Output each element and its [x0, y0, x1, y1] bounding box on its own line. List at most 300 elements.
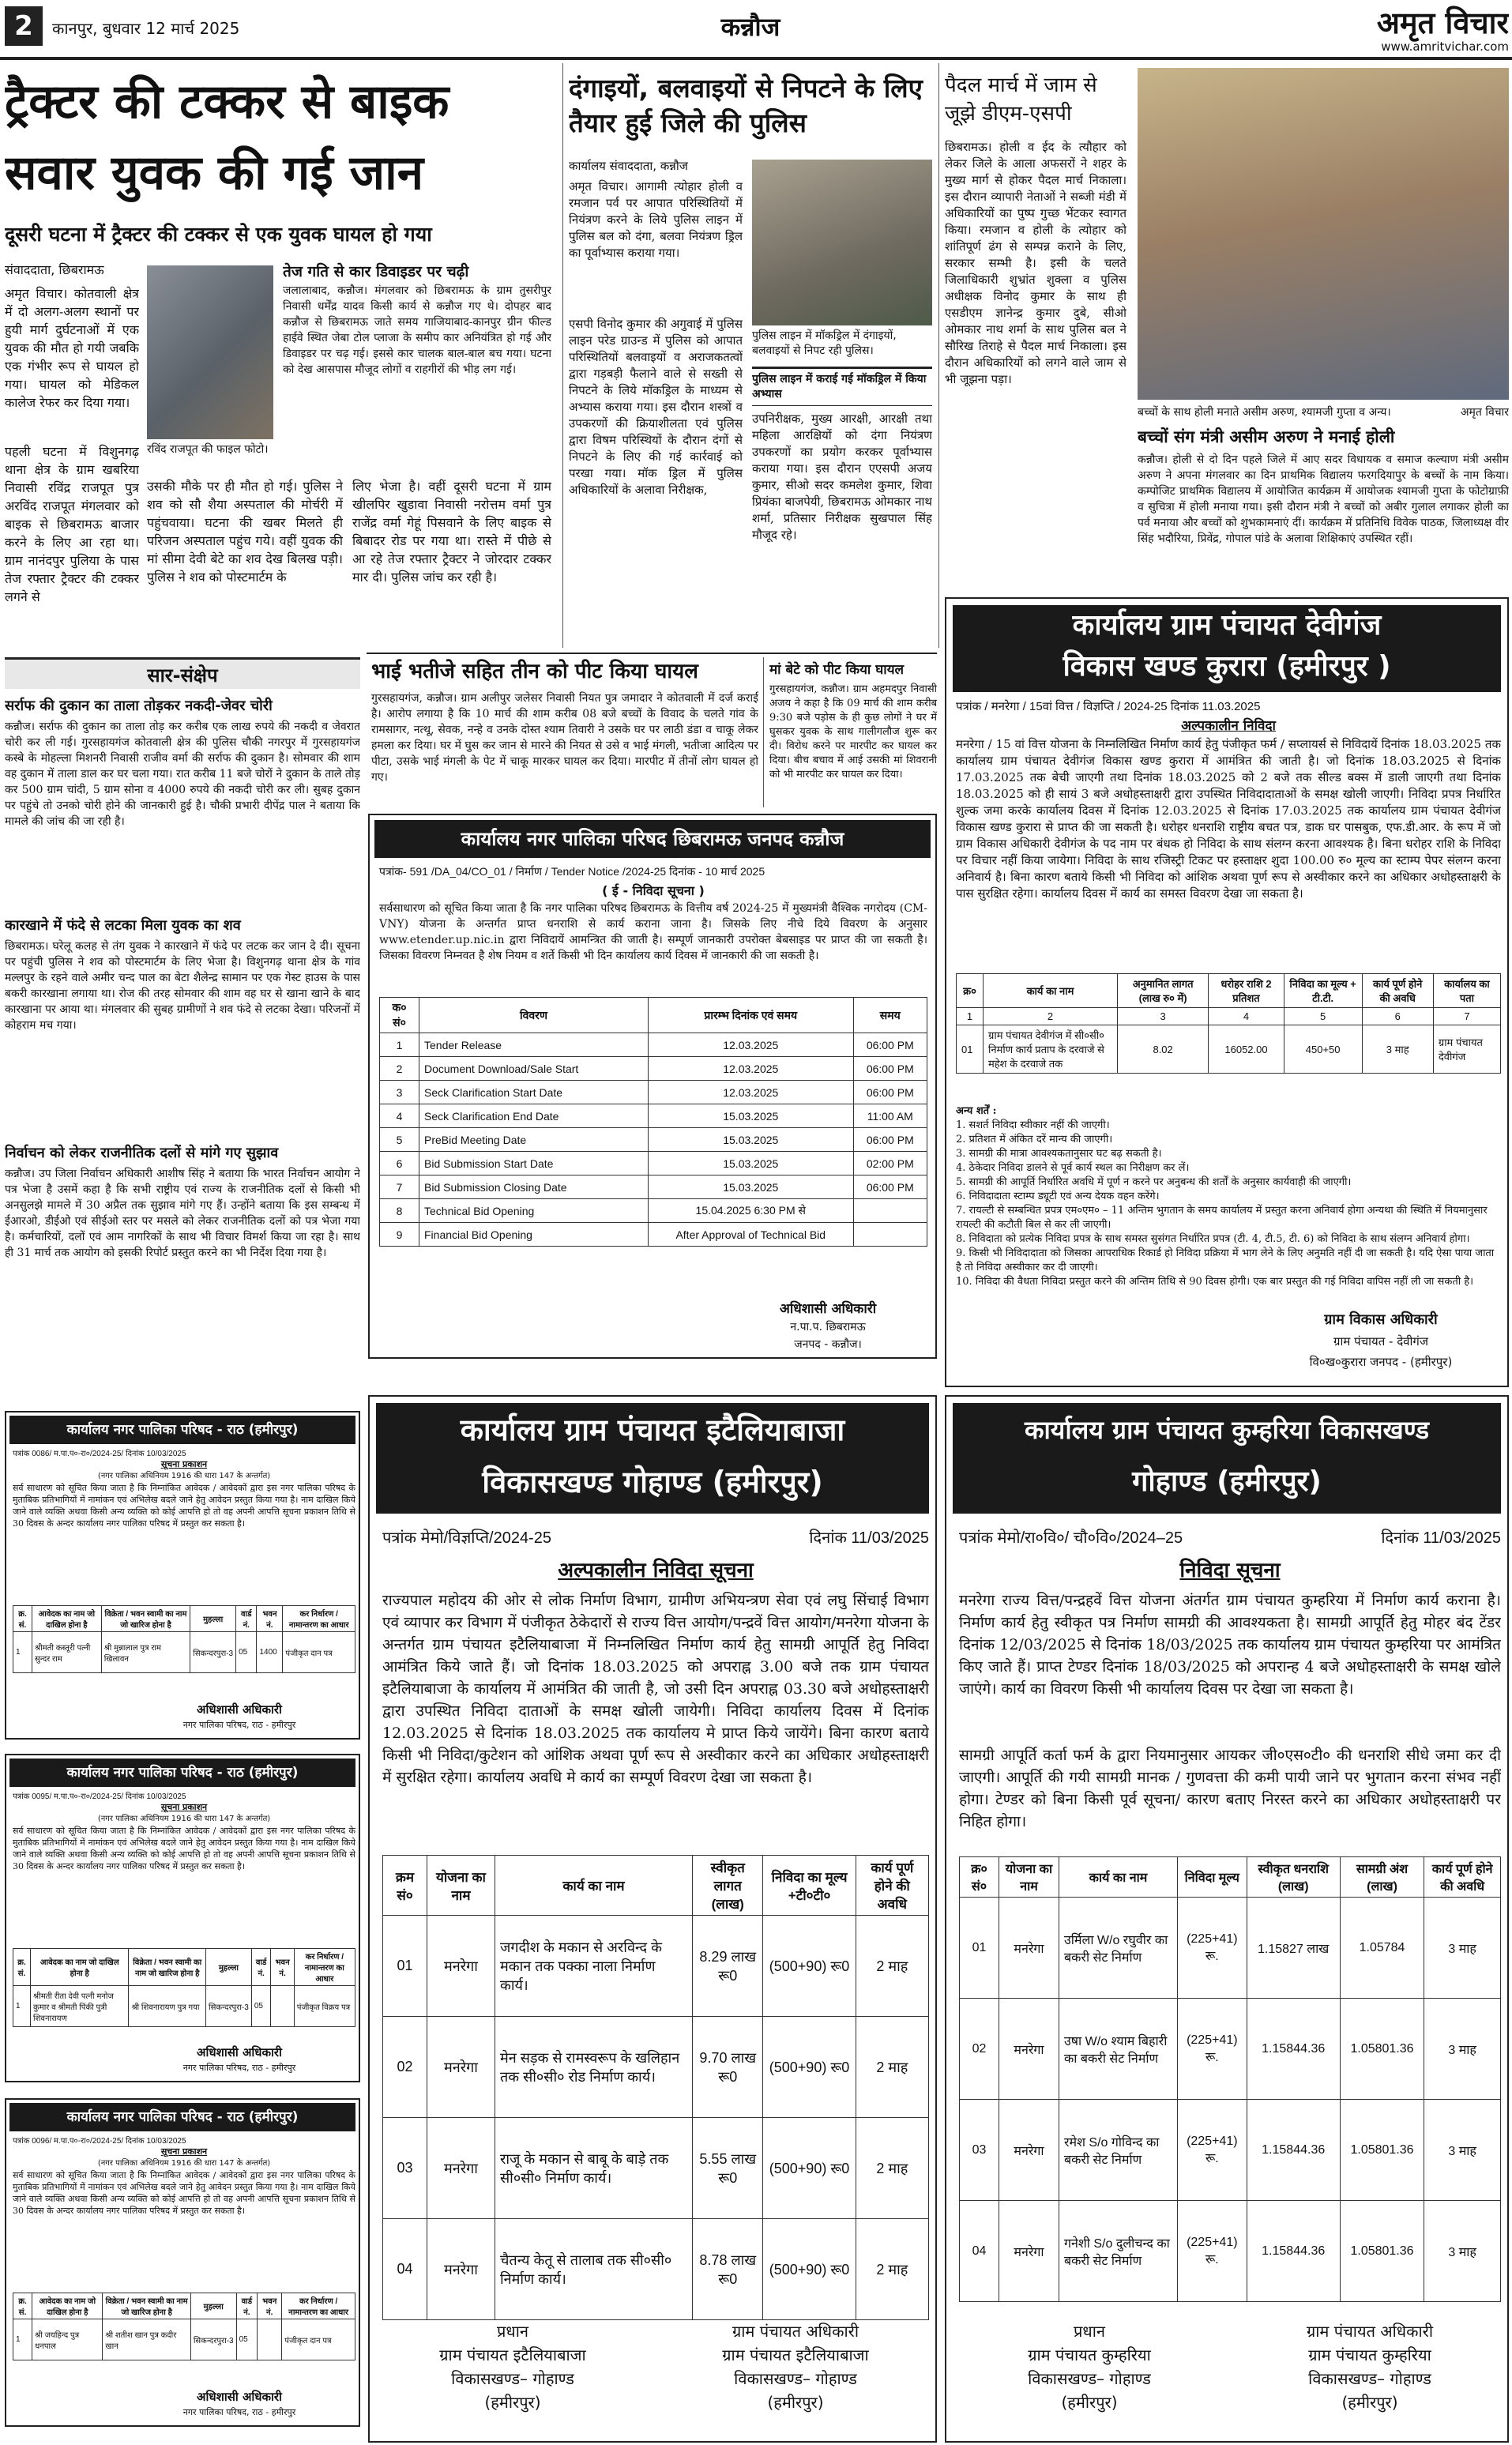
chhibramau-th: क० सं० [380, 998, 419, 1033]
table-cell: (225+41) रू. [1178, 1898, 1247, 1999]
devigang-title-2: विकास खण्ड कुरारा (हमीरपुर ) [1063, 650, 1391, 683]
table-cell: मनरेगा [427, 2219, 495, 2320]
rath-subtitle: सूचना प्रकाशन [160, 2146, 208, 2157]
table-cell: मनरेगा [427, 2118, 495, 2219]
table-cell: मनरेगा [999, 1898, 1059, 1999]
itailiya-sign-right [662, 2319, 929, 2414]
table-cell: Seck Clarification End Date [419, 1104, 649, 1128]
devigang-title-banner [953, 605, 1501, 692]
rath-subtitle: सूचना प्रकाशन [160, 1459, 208, 1469]
lead-photo [147, 265, 273, 439]
table-cell: (500+90) रू0 [763, 2017, 856, 2118]
table-cell [853, 1223, 927, 1247]
devigang-num: 7 [1433, 1008, 1500, 1025]
devigang-title-1: कार्यालय ग्राम पंचायत देवीगंज [1072, 609, 1382, 641]
table-cell: (500+90) रू0 [763, 1916, 856, 2017]
section-rule [367, 653, 937, 654]
devigang-th: धरोहर राशि 2 प्रतिशत [1209, 974, 1284, 1008]
table-row [960, 1999, 1501, 2100]
section-name: कन्नौज [720, 12, 780, 42]
table-cell: 6 [380, 1152, 419, 1175]
table-cell: Tender Release [419, 1033, 649, 1057]
table-row [383, 1916, 929, 2017]
devigang-term: 2. प्रतिशत में अंकित दरें मान्य की जाएगी। [956, 1134, 1113, 1145]
devigang-num: 1 [957, 1008, 984, 1025]
table-cell: 04 [960, 2201, 999, 2302]
rath-body: सर्व साधारण को सूचित किया जाता है कि निम्नांकित आवेदक / आवेदकों द्वारा इस नगर पालिका परिषद के मुताबिक प्रतिभागियों में नामांकन एवं अभिलेख बदले जाने हेतु आवेदन प्रस्तुत किया गया है। नाम दाखिल किये जाने वाले व्यक्ति अथवा किसी अन्य व्यक्ति को कोई आपत्ति हो तो वह अपनी आपत्ति सूचना प्रकाशन तिथि से 30 दिवस के अन्दर कार्यालय नगर पालिका परिषद में प्रस्तुत कर सकता है। [13, 1826, 355, 1871]
saar-item-2-text: छिबरामऊ। घरेलू कलह से तंग युवक ने कारखाने में फंदे पर लटक कर जान दे दी। सूचना पर पहुंची पुलिस ने शव को पोस्टमार्टम के लिए भेजा है। विशुनगढ़ थाना क्षेत्र के गांव मल्लपुर के रहने वाले अमीर चन्द पाल का बेटा शैलेन्द्र सामान पर एक गेस्ट हाउस के पास बकरी कारखाना लगाया था। रोज की तरह सोमवार की शाम वह घर से खाना खाने के बाद कारखाना पर आया था। मंगलवार की सुबह ग्रामीणों ने शव फंदे से लटका देखा। परिजनों में कोहराम मच गया। [5, 940, 360, 1032]
devigang-term: 8. निविदाता को प्रत्येक निविदा प्रपत्र के साथ समस्त सुसंगत निर्धारित प्रपत्र (टी. 4, टी.5, टी. 6) को निविदा के साथ संलग्न अनिवार्य होगा। [956, 1233, 1470, 1245]
devigang-th: अनुमानित लागत (लाख रु० में) [1118, 974, 1209, 1008]
page-number: 2 [5, 6, 43, 46]
police-para-1: अमृत विचार। आगामी त्योहार होली व रमजान पर्व पर आपात परिस्थितियों में नियंत्रण करने के लिये पुलिस लाइन में पुलिस बल को दंगा, बलवा नियंत्रण ड्रिल का पूर्वाभ्यास कराया गया। [569, 179, 743, 260]
table-cell: रमेश S/o गोविन्द का बकरी सेट निर्माण [1059, 2100, 1178, 2201]
rath-cell: श्री शतीश खान पुत्र कदीर खान [103, 2319, 190, 2360]
table-cell: 12.03.2025 [649, 1081, 854, 1104]
itailiya-sign-r4: (हमीरपुर) [767, 2393, 824, 2412]
rath-cell: पंजीकृत दान पत्र [283, 1632, 355, 1673]
devigang-notice [945, 597, 1509, 1387]
rath-th: वार्ड नं. [236, 1606, 257, 1632]
devigang-sign-1: ग्राम विकास अधिकारी [1324, 1311, 1438, 1328]
table-cell: 15.03.2025 [649, 1128, 854, 1152]
table-cell: गनेशी S/o दुलीचन्द का बकरी सेट निर्माण [1059, 2201, 1178, 2302]
devigang-ref: पत्रांक / मनरेगा / 15वां वित्त / विज्ञप्ति / 2024-25 दिनांक 11.03.2025 [956, 700, 1261, 713]
table-row [383, 2017, 929, 2118]
rath-cell: 1400 [257, 1632, 283, 1673]
kids-photo-caption: बच्चों के साथ होली मनाते असीम अरुण, श्यामजी गुप्ता व अन्य। [1138, 406, 1391, 419]
devigang-terms [956, 1104, 1501, 1299]
rath-cell: सिकन्दरपुरा-3 [190, 2319, 236, 2360]
kumhariya-sign-l2: ग्राम पंचायत कुम्हरिया [1028, 2345, 1151, 2364]
police-headline: दंगाइयों, बलवाइयों से निपटने के लिए तैयार हुई जिले की पुलिस [569, 73, 923, 138]
kumhariya-sign-r1: ग्राम पंचायत अधिकारी [1306, 2322, 1434, 2341]
saar-section [5, 657, 360, 1408]
chhibramau-table [379, 997, 927, 1247]
table-cell: 9 [380, 1223, 419, 1247]
rath-th: भवन नं. [271, 1949, 294, 1986]
devigang-cell: 450+50 [1284, 1025, 1362, 1074]
table-cell: मनरेगा [999, 2201, 1059, 2302]
table-cell: 03 [383, 2118, 427, 2219]
chhibramau-th: समय [853, 998, 927, 1033]
devigang-term: 1. सशर्त निविदा स्वीकार नहीं की जाएगी। [956, 1119, 1110, 1131]
bhatije-para: गुरसहायगंज, कन्नौज। ग्राम अलीपुर जलेसर निवासी नियत पुत्र जमादार ने कोतवाली में दर्ज कराई है। आरोप लगाया है कि 10 मार्च की शाम करीब 08 बजे बच्चों के विवाद के चलते गांव के रामसागर, नत्थू, सेवक, नन्हे व उनके दोस्त श्याम तिवारी ने उसके घर पर लाठी डंडा व चाकू लेकर हमला कर दिया। घर में घुस कर जान से मारने की नियत से उसे व भाई मंगली, भतीजा आदित्य पर पीटा, उसके भाई मंगली के पेट में चाकू मारकर घायल कर दिया। मारपीट में तीनों लोग घायल हो गए। [371, 692, 758, 784]
table-row [380, 1057, 927, 1081]
devigang-cell: 16052.00 [1209, 1025, 1284, 1074]
devigang-term: 9. किसी भी निविदादाता को जिसका आपराधिक रिकार्ड हो निविदा प्रक्रिया में भाग लेने के लिए अनुमति नहीं दी जा सकती है। यदि ऐसा पाया जाता है तो निविदा अस्वीकार कर दी जाएगी। [956, 1247, 1495, 1273]
saar-item-2-head: कारखाने में फंदे से लटका मिला युवक का शव [5, 917, 241, 934]
brand-url: www.amritvichar.com [1381, 39, 1509, 54]
chhibramau-sign-3: जनपद - कन्नौज। [794, 1338, 862, 1351]
chhibramau-th: विवरण [419, 998, 649, 1033]
saar-item-1-head: सर्राफ की दुकान का ताला तोड़कर नकदी-जेवर चोरी [5, 698, 273, 714]
chhibramau-ref: पत्रांक- 591 /DA_04/CO_01 / निर्माण / Tender Notice /2024-25 दिनांक - 10 मार्च 2025 [379, 865, 765, 878]
table-cell: 2 [380, 1057, 419, 1081]
itailiya-sign-r1: ग्राम पंचायत अधिकारी [732, 2322, 859, 2341]
table-cell: 06:00 PM [853, 1033, 927, 1057]
rath-cell [271, 1986, 294, 2027]
rath-cell [258, 2319, 282, 2360]
police-story [569, 63, 932, 648]
lead-photo-caption: रविंद राजपूत की फाइल फोटो। [147, 443, 269, 456]
table-cell: 3 माह [1424, 2100, 1501, 2201]
column-rule [938, 63, 939, 648]
kumhariya-th: सामग्री अंश (लाख) [1340, 1857, 1424, 1898]
table-cell: 02:00 PM [853, 1152, 927, 1175]
table-cell: (225+41) रू. [1178, 1999, 1247, 2100]
table-row [380, 1128, 927, 1152]
table-row [960, 1898, 1501, 1999]
kids-photo [1138, 68, 1509, 400]
kumhariya-sign-r3: विकासखण्ड– गोहाण्ड [1308, 2369, 1431, 2388]
rath-cell: 05 [236, 2319, 258, 2360]
table-cell: 04 [383, 2219, 427, 2320]
itailiya-sign-r3: विकासखण्ड– गोहाण्ड [734, 2369, 857, 2388]
lead-headline-1: ट्रैक्टर की टक्कर से बाइक [5, 74, 449, 130]
rath-table [13, 1605, 355, 1673]
table-cell: 1.05784 [1340, 1898, 1424, 1999]
table-cell: 9.70 लाख रू0 [693, 2017, 763, 2118]
table-cell: 2 माह [856, 2219, 928, 2320]
table-cell: 3 माह [1424, 1898, 1501, 1999]
lead-byline: संवाददाता, छिबरामऊ [5, 262, 104, 277]
table-row [13, 2319, 355, 2360]
kumhariya-th: निविदा मूल्य [1178, 1857, 1247, 1898]
table-cell [853, 1199, 927, 1223]
kumhariya-notice [945, 1395, 1509, 2443]
itailiya-sign-left [382, 2319, 643, 2414]
march-para: छिबरामऊ। होली व ईद के त्यौहार को लेकर जिले के आला अफसरों ने शहर के मुख्य मार्ग से होकर पैदल मार्च निकाला। इस दौरान व्यापारी नेताओं ने सब्जी मंडी में अधिकारियों का पुष्प गुच्छ भेंटकर स्वागत किया। रमजान व होली के त्योहार को शांतिपूर्ण ढंग से सम्पन्न कराने के लिए, सरकार सम्भी है। इसी के चलते जिलाधिकारी शुभ्रांत शुक्ला व पुलिस अधीक्षक विनोद कुमार के साथ ही एसडीएम ज्ञानेन्द्र कुमार दुबे, सीओ ओमकार नाथ शर्मा के साथ पुलिस बल ने सौरिख तिराहे से पैदल मार्च निकाला। इस दौरान अधिकारियों को लगने वाले जाम से भी जूझना पड़ा। [945, 140, 1126, 386]
kumhariya-title-banner [953, 1403, 1501, 1514]
table-cell: 12.03.2025 [649, 1057, 854, 1081]
table-cell: (500+90) रू0 [763, 2118, 856, 2219]
saar-item-3-head: निर्वाचन को लेकर राजनीतिक दलों से मांगे गए सुझाव [5, 1145, 279, 1161]
kumhariya-body: मनरेगा राज्य वित्त/पन्द्रहवें वित्त योजना अंतर्गत ग्राम पंचायत कुम्हरिया में निर्माण कार्य कराना है। निर्माण कार्य हेतु स्वीकृत पत्र निर्माण सामग्री की आवश्यकता है। सामग्री आपूर्ति हेतु मोहर बंद टेंडर दिनांक 12/03/2025 से दिनांक 18/03/2025 तक कार्यालय ग्राम पंचायत कुम्हरिया पर आमंत्रित किए जाते हैं। प्राप्त टेण्डर दिनांक 18/03/2025 को अपरान्ह 4 बजे अधोहस्ताक्षरी के समक्ष खोले जाएंगे। कार्य का विवरण किसी भी कार्यालय दिवस पर देखा जा सकता है। [959, 1592, 1501, 1698]
kumhariya-title-2: गोहाण्ड (हमीरपुर) [1132, 1465, 1322, 1498]
table-cell: Bid Submission Start Date [419, 1152, 649, 1175]
rath-th: विक्रेता / भवन स्वामी का नाम जो खारिज होना है [103, 2293, 190, 2319]
devigang-terms-title: अन्य शर्तें : [956, 1105, 997, 1117]
table-cell: Seck Clarification Start Date [419, 1081, 649, 1104]
table-cell: 2 माह [856, 2118, 928, 2219]
table-row [383, 2219, 929, 2320]
itailiya-title-1: कार्यालय ग्राम पंचायत इटैलियाबाजा [460, 1412, 845, 1447]
rath-sign-2: नगर पालिका परिषद, राठ - हमीरपुर [182, 2407, 296, 2417]
march-story [945, 63, 1126, 648]
rath-sign-2: नगर पालिका परिषद, राठ - हमीरपुर [182, 2063, 296, 2073]
devigang-subtitle: अल्पकालीन निविदा [1181, 718, 1276, 734]
table-cell: मनरेगा [999, 1999, 1059, 2100]
devigang-term: 4. ठेकेदार निविदा डालने से पूर्व कार्य स्थल का निरीक्षण कर लें। [956, 1162, 1190, 1174]
devigang-num: 3 [1118, 1008, 1209, 1025]
table-cell: मनरेगा [427, 2017, 495, 2118]
devigang-num: 4 [1209, 1008, 1284, 1025]
table-row [380, 1081, 927, 1104]
rath-th: वार्ड नं. [251, 1949, 271, 1986]
rath-th: क्र. सं. [13, 1606, 32, 1632]
kumhariya-sign-r2: ग्राम पंचायत कुम्हरिया [1308, 2345, 1431, 2364]
rath-th: आवेदक का नाम जो दाखिल होना है [32, 1606, 102, 1632]
devigang-num: 2 [984, 1008, 1118, 1025]
rath-act: (नगर पालिका अधिनियम 1916 की धारा 147 के अन्तर्गत) [97, 1815, 271, 1823]
chhibramau-subtitle: ( ई - निविदा सूचना ) [602, 883, 705, 898]
table-cell: 1.15844.36 [1247, 2100, 1340, 2201]
rath-cell: 1 [13, 1632, 32, 1673]
masthead-rule [0, 57, 1512, 60]
table-cell: 1.15844.36 [1247, 1999, 1340, 2100]
table-cell: मनरेगा [427, 1916, 495, 2017]
rath-cell: श्री मुन्नालाल पुत्र राम खिलावन [101, 1632, 190, 1673]
devigang-th: निविदा का मूल्य + टी.टी. [1284, 974, 1362, 1008]
table-cell: 4 [380, 1104, 419, 1128]
kumhariya-sign-l3: विकासखण्ड– गोहाण्ड [1028, 2369, 1151, 2388]
table-cell: 1.15827 लाख [1247, 1898, 1340, 1999]
table-cell: 12.03.2025 [649, 1033, 854, 1057]
table-cell: Document Download/Sale Start [419, 1057, 649, 1081]
table-cell: PreBid Meeting Date [419, 1128, 649, 1152]
itailiya-title-2: विकासखण्ड गोहाण्ड (हमीरपुर) [482, 1465, 823, 1499]
kids-headline: बच्चों संग मंत्री असीम अरुण ने मनाई होली [1138, 427, 1395, 446]
rath-th: विक्रेता / भवन स्वामी का नाम जो खारिज होना है [129, 1949, 206, 1986]
rath-meta: पत्रांक 0095/ म.पा.प०-रा०/2024-25/ दिनांक 10/03/2025 [13, 1792, 186, 1801]
police-byline: कार्यालय संवाददाता, कन्नौज [569, 159, 688, 173]
rath-table [13, 2293, 355, 2360]
table-cell: 7 [380, 1175, 419, 1199]
rath-th: भवन नं. [258, 2293, 282, 2319]
devigang-cell: 3 माह [1362, 1025, 1433, 1074]
itailiya-sign-l1: प्रधान [497, 2322, 528, 2341]
chhibramau-title: कार्यालय नगर पालिका परिषद छिबरामऊ जनपद कन्नौज [374, 820, 931, 858]
devigang-th: कार्य पूर्ण होने की अवधि [1362, 974, 1433, 1008]
kumhariya-th: कार्य पूर्ण होने की अवधि [1424, 1857, 1501, 1898]
police-para-2: एसपी विनोद कुमार की अगुवाई में पुलिस लाइन परेड ग्राउन्ड में पुलिस को आपात परिस्थितियों बलवाइयों व अराजकतत्वों द्वारा गड़बड़ी फैलाने वाले से सख्ती से निपटने के लिये मॉकड्रिल के माध्यम से अभ्यास कराया गया। इस दौरान शस्त्रों व उपकरणों की क्रियाशीलता एवं पुलिस द्वारा विषम परिस्थियों के दौरान दंगों से निपटने के लिए की गई कार्रवाई को परखा गया। मॉक ड्रिल में पुलिस अधिकारियों के अलावा निरीक्षक, [569, 317, 743, 497]
table-row [383, 2118, 929, 2219]
itailiya-th: कार्य पूर्ण होने की अवधि [856, 1856, 928, 1916]
rath-cell: पंजीकृत दान पत्र [282, 2319, 355, 2360]
lead-headline-2: सवार युवक की गई जान [5, 145, 424, 201]
lead-cont-2: लिए भेजा है। वहीं दूसरी घटना में ग्राम खीलपिर खुडावा निवासी नरोत्तम वर्मा पुत्र राजेंद्र वर्मा गेहूं पिसवाने के लिए बाइक से बिबादर रोड पर गया था। रास्ते में पीछे से आ रहे तेज रफ्तार ट्रैक्टर ने जोरदार टक्कर मार दी। पुलिस जांच कर रही है। [352, 479, 551, 585]
rath-th: मुहल्ला [190, 1606, 236, 1632]
chhibramau-sign-1: अधिशासी अधिकारी [779, 1301, 877, 1317]
kumhariya-th: योजना का नाम [999, 1857, 1059, 1898]
police-photo-caption: पुलिस लाइन में मॉकड्रिल में दंगाइयों, बलवाइयों से निपट रही पुलिस। [752, 329, 897, 357]
kids-story [1138, 63, 1509, 648]
rath-cell: 05 [236, 1632, 257, 1673]
rath-cell: श्रीमती कस्तूरी पत्नी सुन्दर राम [32, 1632, 102, 1673]
rath-cell: 1 [13, 1986, 31, 2027]
table-row [380, 1152, 927, 1175]
devigang-num: 5 [1284, 1008, 1362, 1025]
table-cell: 1.05801.36 [1340, 1999, 1424, 2100]
itailiya-th: योजना का नाम [427, 1856, 495, 1916]
lead-para-1: अमृत विचार। कोतवाली क्षेत्र में दो अलग-अलग स्थानों पर हुयी मार्ग दुर्घटनाओं में एक युवक की मौत हो गयी जबकि एक गंभीर रूप से घायल हो गया। घायल को मेडिकल कालेज रेफर कर दिया गया। [5, 286, 139, 410]
police-para-3: उपनिरीक्षक, मुख्य आरक्षी, आरक्षी तथा महिला आरक्षियों को दंगा नियंत्रण उपकरणों का प्रयोग करकर पूर्वाभ्यास कराया गया। इस दौरान एएसपी अजय कुमार, सीओ सदर कमलेश कुमार, शिवा प्रियंका बाजपेयी, छिबरामऊ ओमकार नाथ शर्मा, प्रतिसार निरीक्षक सुखपाल सिंह मौजूद रहे। [752, 412, 932, 542]
rath-notice [5, 1754, 360, 2082]
itailiya-date: दिनांक 11/03/2025 [809, 1529, 929, 1547]
rath-act: (नगर पालिका अधिनियम 1916 की धारा 147 के अन्तर्गत) [97, 1472, 271, 1480]
devigang-num: 6 [1362, 1008, 1433, 1025]
side-headline: तेज गति से कार डिवाइडर पर चढ़ी [283, 263, 469, 280]
table-row [380, 1175, 927, 1199]
table-cell: 3 माह [1424, 1999, 1501, 2100]
kids-photo-credit: अमृत विचार [1460, 406, 1509, 419]
rath-body: सर्व साधारण को सूचित किया जाता है कि निम्नांकित आवेदक / आवेदकों द्वारा इस नगर पालिका परिषद के मुताबिक प्रतिभागियों में नामांकन एवं अभिलेख बदले जाने हेतु आवेदन प्रस्तुत किया गया है। नाम दाखिल किये जाने वाले व्यक्ति अथवा किसी अन्य व्यक्ति को कोई आपत्ति हो तो वह अपनी आपत्ति सूचना प्रकाशन तिथि से 30 दिवस के अन्दर कार्यालय नगर पालिका परिषद में प्रस्तुत कर सकता है। [13, 2170, 355, 2216]
bhatije-story [371, 657, 758, 807]
rath-body: सर्व साधारण को सूचित किया जाता है कि निम्नांकित आवेदक / आवेदकों द्वारा इस नगर पालिका परिषद के मुताबिक प्रतिभागियों में नामांकन एवं अभिलेख बदले जाने हेतु आवेदन प्रस्तुत किया गया है। नाम दाखिल किये जाने वाले व्यक्ति अथवा किसी अन्य व्यक्ति को कोई आपत्ति हो तो वह अपनी आपत्ति सूचना प्रकाशन तिथि से 30 दिवस के अन्दर कार्यालय नगर पालिका परिषद में प्रस्तुत कर सकता है। [13, 1483, 355, 1529]
table-row [380, 1199, 927, 1223]
brand-logo: अमृत विचार [1376, 6, 1509, 40]
itailiya-sign-l4: (हमीरपुर) [484, 2393, 541, 2412]
table-row [13, 1632, 355, 1673]
devigang-term: 6. निविदादाता स्टाम्प ड्यूटी एवं अन्य देयक वहन करेंगे। [956, 1191, 1160, 1202]
itailiya-subtitle: अल्पकालीन निविदा सूचना [558, 1559, 754, 1582]
table-row [13, 1986, 355, 2027]
lead-para-2: पहली घटना में विशुनगढ़ थाना क्षेत्र के ग्राम खबरिया निवासी रविंद्र राजपूत पुत्र अरविंद राजपूत मंगलवार को बाइक से छिबरामऊ बाजार करने के लिए आ रहा था। ग्राम नानंदपुर पुलिया के पास तेज रफ्तार ट्रैक्टर की टक्कर लगने से [5, 444, 139, 604]
table-cell: 2 माह [856, 2017, 928, 2118]
rath-act: (नगर पालिका अधिनियम 1916 की धारा 147 के अन्तर्गत) [97, 2159, 271, 2168]
itailiya-ref: पत्रांक मेमो/विज्ञप्ति/2024-25 [382, 1529, 551, 1547]
table-cell: Bid Submission Closing Date [419, 1175, 649, 1199]
chhibramau-th: प्रारम्भ दिनांक एवं समय [649, 998, 854, 1033]
table-cell: (225+41) रू. [1178, 2100, 1247, 2201]
kumhariya-th: क्र० सं० [960, 1857, 999, 1898]
rath-th: आवेदक का नाम जो दाखिल होना है [32, 2293, 103, 2319]
kumhariya-sign-right [1239, 2319, 1501, 2414]
kumhariya-th: स्वीकृत धनराशि (लाख) [1247, 1857, 1340, 1898]
table-cell: 03 [960, 2100, 999, 2201]
table-row [960, 2100, 1501, 2201]
kumhariya-sign-r4: (हमीरपुर) [1341, 2393, 1398, 2412]
itailiya-th: कार्य का नाम [495, 1856, 693, 1916]
table-cell: 1.05801.36 [1340, 2201, 1424, 2302]
saar-item-3-text: कन्नौज। उप जिला निर्वाचन अधिकारी आशीष सिंह ने बताया कि भारत निर्वाचन आयोग ने पत्र भेजा है उसमें कहा है कि सभी राष्ट्रीय एवं राज्य के राजनीतिक दलों से किसी भी अनसुलझे मामले में 30 अप्रैल तक सुझाव मांगे गए हैं। उन्होंने बताया कि इस सम्बन्ध में ईआरओ, डीईओ एवं सीईओ स्तर पर मसले को लेकर राजनीतिक दलों को पत्र भेजा गया है। कर्मचारियों, दलों एवं आम नागरिकों के साथ भी विचार विमर्श किया जा रहा है। साथ ही 31 मार्च तक आयोग को इसकी रिपोर्ट प्रस्तुत करने का भी निर्देश दिया गया है। [5, 1168, 360, 1259]
devigang-term: 5. सामग्री की आपूर्ति निर्धारित अवधि में पूर्ण न करने पर अनुबन्ध की शर्तों के अनुसार कार्यवाही की जाएगी। [956, 1176, 1352, 1188]
kumhariya-ref: पत्रांक मेमो/रा०वि०/ चौ०वि०/2024–25 [959, 1529, 1183, 1547]
rath-title: कार्यालय नगर पालिका परिषद - राठ (हमीरपुर) [9, 1416, 355, 1444]
table-cell: Financial Bid Opening [419, 1223, 649, 1247]
column-rule [562, 63, 563, 648]
march-headline: पैदल मार्च में जाम से जूझे डीएम-एसपी [945, 73, 1097, 126]
rath-th: वार्ड नं. [236, 2293, 258, 2319]
police-photo [752, 160, 932, 325]
rath-sign-1: अधिशासी अधिकारी [197, 2045, 282, 2059]
table-cell: 8.78 लाख रू0 [693, 2219, 763, 2320]
table-cell: मेन सड़क से रामस्वरूप के खलिहान तक सी०सी० रोड निर्माण कार्य। [495, 2017, 693, 2118]
table-cell: 3 माह [1424, 2201, 1501, 2302]
table-cell: 1.15844.36 [1247, 2201, 1340, 2302]
rath-th: आवेदक का नाम जो दाखिल होना है [31, 1949, 129, 1986]
itailiya-sign-l3: विकासखण्ड– गोहाण्ड [451, 2369, 574, 2388]
devigang-body: मनरेगा / 15 वां वित्त योजना के निम्नलिखित निर्माण कार्य हेतु पंजीकृत फर्म / सप्लायर्स से निविदायें दिनांक 18.03.2025 तक कार्यालय ग्राम पंचायत देवीगंज विकास खण्ड कुरारा में आमंत्रित की जाती है। जो दिनांक 18.03.2025 से दिनांक 17.03.2025 तक बेची जाएगी तथा दिनांक 18.03.2025 को 2 बजे तक सील्ड बक्स में डाली जाएगी तथा दिनांक 18.03.2025 को ही सायं 3 बजे अधोहस्ताक्षरी द्वारा उपस्थित निविदादाताओं के समक्ष खोली जाएगी। निविदा प्रपत्र निर्धारित शुल्क जमा करके कार्यालय दिवस में दिनांक 12.03.2025 से दिनांक 17.03.2025 तक कार्यालय ग्राम पंचायत देवीगंज विकास खण्ड कुरारा से प्राप्त की जा सकती है। धरोहर धनराशि राष्ट्रीय बचत पत्र, डाक घर पासबुक, एफ.डी.आर. के रूप में जो ग्राम विकास अधिकारी देवीगंज के पद नाम पर बंधक हो निविदा के साथ संलग्न करना आवश्यक है। बिना धरोहर राशि के निविदा पर विचार नहीं किया जायेगा। निविदा के साथ रजिस्ट्री टिकट पर हस्ताक्षर शुदा 100.00 रु० मूल्य का स्टाम्प पेपर संलग्न करना अनिवार्य है। बिना कारण बताये किसी भी निविदा को आंशिक अथवा पूर्ण रूप से अस्वीकार करने का अधिकार अधोहस्ताक्षरी के पास सुरक्षित रहेगा। कार्यालय दिवस में कार्य का समस्त विवरण देखा जा सकता है। [956, 737, 1501, 901]
rath-subtitle: सूचना प्रकाशन [160, 1802, 208, 1812]
table-cell: (225+41) रू. [1178, 2201, 1247, 2302]
rath-th: क्र. सं. [13, 1949, 31, 1986]
table-cell: 02 [383, 2017, 427, 2118]
rath-th: भवन नं. [257, 1606, 283, 1632]
table-cell: 8 [380, 1199, 419, 1223]
table-cell: 8.29 लाख रू0 [693, 1916, 763, 2017]
table-row [380, 1223, 927, 1247]
table-cell: Technical Bid Opening [419, 1199, 649, 1223]
table-cell: 5 [380, 1128, 419, 1152]
rath-th: कर निर्धारण / नामान्तरण का आधार [283, 1606, 355, 1632]
table-cell: 06:00 PM [853, 1057, 927, 1081]
kumhariya-sign-l1: प्रधान [1074, 2322, 1105, 2341]
table-cell: 15.03.2025 [649, 1152, 854, 1175]
table-cell: 1 [380, 1033, 419, 1057]
devigang-sign-2: ग्राम पंचायत - देवीगंज [1333, 1334, 1428, 1349]
rath-th: विक्रेता / भवन स्वामी का नाम जो खारिज होना है [101, 1606, 190, 1632]
rath-sign-2: नगर पालिका परिषद, राठ - हमीरपुर [182, 1720, 296, 1730]
itailiya-title-banner [376, 1403, 929, 1514]
rath-notice [5, 2098, 360, 2427]
devigang-term: 7. रायल्टी से सम्बन्धित प्रपत्र एम०एम० – 11 अन्तिम भुगतान के समय कार्यालय में प्रस्तुत करना अनिवार्य होगा अन्यथा की स्थिति में नियमानुसार रायल्टी की कटौती बिल से कर ली जाएगी। [956, 1205, 1488, 1231]
column-rule [763, 657, 764, 807]
kumhariya-th: कार्य का नाम [1059, 1857, 1178, 1898]
rath-th: क्र. सं. [13, 2293, 32, 2319]
kumhariya-sign-left [959, 2319, 1220, 2414]
lead-subhead: दूसरी घटना में ट्रैक्टर की टक्कर से एक युवक घायल हो गया [5, 223, 432, 246]
rath-th: कर निर्धारण / नामान्तरण का आधार [282, 2293, 355, 2319]
rath-th: कर निर्धारण / नामान्तरण का आधार [294, 1949, 355, 1986]
table-cell: (500+90) रू0 [763, 2219, 856, 2320]
dateline: कानपुर, बुधवार 12 मार्च 2025 [52, 19, 240, 38]
kumhariya-subtitle: निविदा सूचना [1179, 1559, 1281, 1582]
rath-title: कार्यालय नगर पालिका परिषद - राठ (हमीरपुर) [9, 2103, 355, 2131]
side-story-text: जलालाबाद, कन्नौज। मंगलवार को छिबरामऊ के ग्राम तुसरीपुर निवासी धर्मेंद्र यादव किसी कार्य से कन्नौज गए थे। दोपहर बाद कन्नौज से छिबरामऊ जाते समय गाजियाबाद-कानपुर ग्रीन फील्ड हाईवे स्थित जेबा टोल प्लाजा के समीप कार अनियंत्रित हो गई और डिवाइडर पर चढ़ गई। इससे कार चालक बाल-बाल बच गया। घटना को देख आसपास मौजूद लोगों व राहगीरों की भीड़ लग गई। [283, 284, 551, 376]
rath-meta: पत्रांक 0086/ म.पा.प०-रा०/2024-25/ दिनांक 10/03/2025 [13, 1450, 186, 1458]
kumhariya-date: दिनांक 11/03/2025 [1381, 1529, 1501, 1547]
kumhariya-table [959, 1856, 1501, 2302]
rath-cell: श्री जयहिन्द पुत्र धनपाल [32, 2319, 103, 2360]
devigang-sign-3: वि०ख०कुरारा जनपद - (हमीरपुर) [1309, 1355, 1453, 1369]
table-cell: 1.05801.36 [1340, 2100, 1424, 2201]
table-cell: 01 [960, 1898, 999, 1999]
table-cell: 01 [383, 1916, 427, 2017]
table-cell: 02 [960, 1999, 999, 2100]
devigang-term: 3. सामग्री की मात्रा आवश्यकतानुसार घट बढ़ सकती है। [956, 1148, 1162, 1160]
maa-headline: मां बेटे को पीट किया घायल [769, 662, 905, 678]
table-cell: राजू के मकान से बाबू के बाड़े तक सी०सी० निर्माण कार्य। [495, 2118, 693, 2219]
rath-cell: श्री शिवनारायण पुत्र गया [129, 1986, 206, 2027]
table-cell: 06:00 PM [853, 1128, 927, 1152]
itailiya-th: निविदा का मूल्य +टी०टी० [763, 1856, 856, 1916]
itailiya-table [382, 1855, 929, 2320]
devigang-cell: 01 [957, 1025, 984, 1074]
rath-sign-1: अधिशासी अधिकारी [197, 2390, 282, 2404]
kumhariya-body-2: सामग्री आपूर्ति कर्ता फर्म के द्वारा नियमानुसार आयकर जी०एस०टी० की धनराशि सीधे जमा कर दी जाएगी। आपूर्ति की गयी सामग्री मानक / गुणवत्ता की कमी पायी जाने पर भुगतान करना संभव नहीं होगा। टेण्डर को बिना किसी पूर्व सूचना/ कारण बताए निरस्त करने का अधिकार अधोहस्ताक्षरी पर निहित होगा। [959, 1747, 1501, 1830]
kumhariya-title-1: कार्यालय ग्राम पंचायत कुम्हरिया विकासखण्ड [1024, 1415, 1430, 1445]
police-box-caption: पुलिस लाइन में कराई गई मॉकड्रिल में किया अभ्यास [752, 367, 932, 406]
rath-cell: पंजीकृत विक्रय पत्र [294, 1986, 355, 2027]
itailiya-sign-r2: ग्राम पंचायत इटैलियाबाजा [722, 2345, 869, 2364]
table-row [380, 1033, 927, 1057]
devigang-th: कार्य का नाम [984, 974, 1118, 1008]
chhibramau-sign-2: न.पा.प. छिबरामऊ [790, 1321, 866, 1333]
rath-cell: सिकन्दरपुरा-3 [206, 1986, 252, 2027]
devigang-th: क्र० [957, 974, 984, 1008]
table-cell: उर्मिला W/o रघुवीर का बकरी सेट निर्माण [1059, 1898, 1178, 1999]
rath-table [13, 1948, 355, 2027]
table-cell: 15.04.2025 6:30 PM से [649, 1199, 854, 1223]
devigang-table [956, 973, 1501, 1074]
bhatije-headline: भाई भतीजे सहित तीन को पीट किया घायल [371, 660, 698, 683]
table-cell: जगदीश के मकान से अरविन्द के मकान तक पक्का नाला निर्माण कार्य। [495, 1916, 693, 2017]
table-cell: 11:00 AM [853, 1104, 927, 1128]
devigang-cell: 8.02 [1118, 1025, 1209, 1074]
rath-notice [5, 1411, 360, 1740]
